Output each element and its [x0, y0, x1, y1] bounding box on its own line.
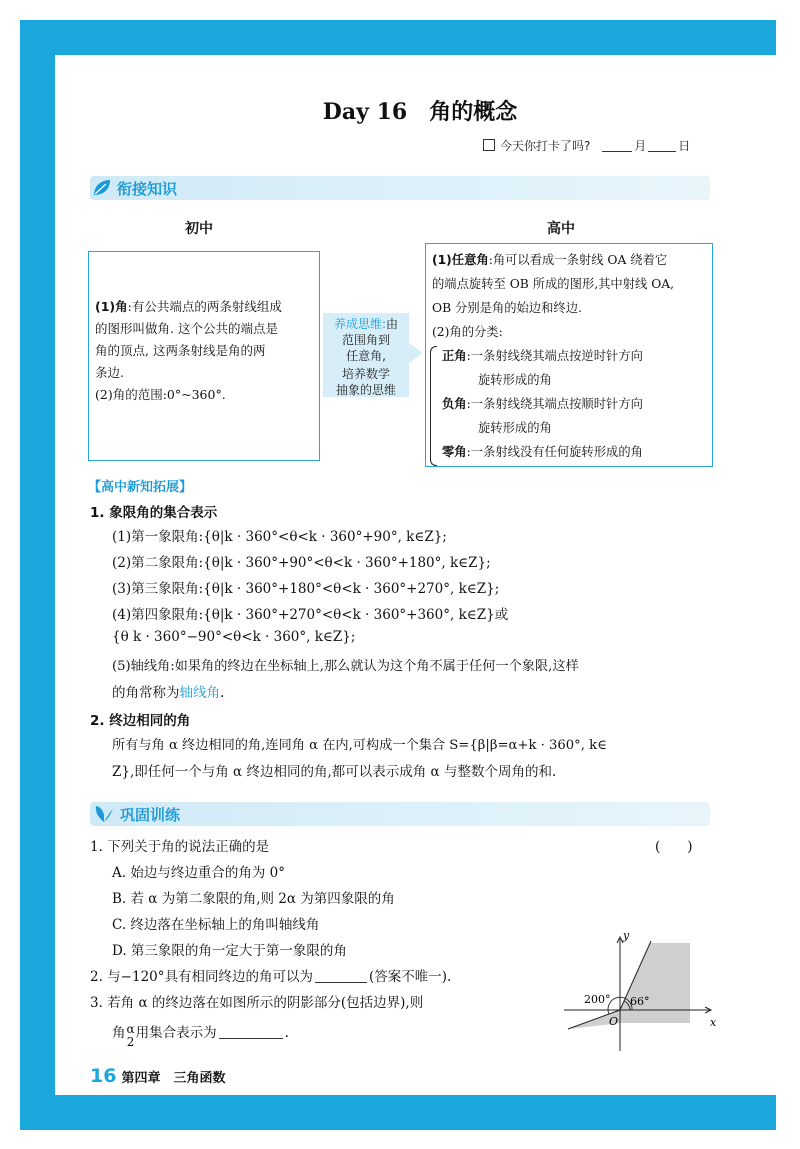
fraction-denominator: 2	[126, 1035, 135, 1049]
section-bar-practice	[90, 802, 710, 826]
zero-angle-term: 零角	[442, 445, 467, 459]
senior-concept-box	[425, 243, 713, 467]
origin-label: O	[609, 1015, 619, 1028]
option-c: C. 终边落在坐标轴上的角叫轴线角	[112, 917, 320, 933]
zero-angle-text: :一条射线没有任何旋转形成的角	[466, 445, 643, 459]
positive-angle-line	[442, 344, 706, 368]
question-3-blank[interactable]	[219, 1026, 283, 1039]
question-3-post: 用集合表示为	[135, 1025, 217, 1041]
option-b: B. 若 α 为第二象限的角,则 2α 为第四象限的角	[112, 891, 395, 907]
junior-line-3: 角的顶点, 这两条射线是角的两	[95, 343, 266, 358]
page-number: 16	[90, 1065, 117, 1087]
quadrant-line-3: (3)第三象限角:{θ|k · 360°+180°<θ<k · 360°+270°, k∈Z};	[112, 581, 500, 597]
question-3-end: .	[284, 1025, 289, 1041]
junior-concept-box	[88, 251, 320, 461]
thinking-line-3: 任意角,	[346, 349, 386, 363]
question-1: 1. 下列关于角的说法正确的是	[90, 839, 270, 855]
axis-angle-pre: 的角常称为	[112, 685, 180, 701]
junior-line-1	[95, 296, 313, 318]
coterminal-line-2: Z},即任何一个与角 α 终边相同的角,都可以表示成角 α 与整数个周角的和.	[112, 764, 557, 780]
extension-tag: 【高中新知拓展】	[88, 480, 193, 495]
angle-200-label: 200°	[584, 993, 611, 1006]
section-label-bridge: 衔接知识	[117, 180, 178, 198]
bottom-frame-bar	[20, 1095, 776, 1130]
section-label-practice: 巩固训练	[120, 806, 181, 824]
senior-line-1	[432, 248, 706, 272]
zero-angle-line	[442, 440, 706, 464]
month-label: 月	[634, 139, 647, 153]
question-3: 3. 若角 α 的终边落在如图所示的阴影部分(包括边界),则	[90, 995, 424, 1011]
thinking-l1: 由	[386, 317, 399, 331]
left-frame-bar	[20, 20, 55, 1130]
fraction-numerator: α	[126, 1022, 135, 1036]
any-angle-term: (1)任意角	[432, 253, 489, 267]
day-blank[interactable]	[648, 141, 676, 152]
positive-angle-term: 正角	[442, 349, 467, 363]
leaf-icon	[92, 179, 112, 197]
question-2	[90, 965, 451, 985]
negative-angle-text: :一条射线绕其端点按顺时针方向	[466, 397, 643, 411]
top-frame-bar	[20, 20, 776, 55]
axis-angle-line-2	[112, 681, 224, 701]
thinking-line-4: 培养数学	[341, 367, 390, 381]
thinking-arrow-box	[323, 313, 409, 397]
senior-line-1-text: :角可以看成一条射线 OA 绕着它	[488, 253, 668, 267]
negative-angle-line	[442, 392, 706, 416]
junior-line-4: 条边.	[95, 365, 124, 380]
senior-line-3: OB 分别是角的始边和终边.	[432, 301, 582, 315]
question-3-line-2	[112, 1021, 289, 1051]
classification-brace	[430, 346, 437, 466]
coterminal-heading: 2. 终边相同的角	[90, 713, 191, 729]
thinking-line-2: 范围角到	[341, 333, 390, 347]
quadrant-line-4b: {θ k · 360°−90°<θ<k · 360°, k∈Z};	[112, 629, 356, 645]
page	[55, 55, 776, 1095]
negative-angle-term: 负角	[442, 397, 467, 411]
thinking-line-1	[323, 316, 409, 332]
axis-angle-term: 轴线角	[179, 685, 220, 701]
senior-line-4: (2)角的分类:	[432, 325, 503, 339]
question-3-pre: 角	[112, 1025, 126, 1041]
angle-figure	[560, 933, 720, 1053]
quadrant-heading: 1. 象限角的集合表示	[90, 505, 218, 521]
x-label: x	[710, 1016, 717, 1029]
thinking-highlight: 养成思维:	[333, 317, 387, 331]
junior-line-5: (2)角的范围:0°~360°.	[95, 387, 226, 402]
angle-66-label: 66°	[630, 995, 650, 1008]
shaded-region	[568, 943, 690, 1029]
section-bar-bridge	[90, 176, 710, 200]
question-2-blank[interactable]	[315, 970, 367, 983]
question-1-answer-paren[interactable]: ( )	[655, 839, 693, 855]
col-head-junior: 初中	[185, 221, 213, 237]
question-2-text: 2. 与−120°具有相同终边的角可以为	[90, 969, 314, 985]
question-2-note: (答案不唯一).	[369, 969, 452, 985]
y-label: y	[623, 933, 630, 942]
thinking-line-5: 抽象的思维	[335, 383, 396, 397]
positive-angle-text: :一条射线绕其端点按逆时针方向	[466, 349, 643, 363]
classification-group	[432, 344, 706, 464]
day-label: 日	[678, 139, 691, 153]
footer	[90, 1065, 226, 1087]
angle-term: (1)角	[95, 299, 128, 314]
checkin-checkbox[interactable]	[483, 139, 495, 151]
chapter-title: 第四章 三角函数	[121, 1071, 226, 1086]
alpha-half-fraction	[127, 1023, 135, 1049]
axis-angle-post: .	[220, 685, 225, 701]
junior-line-2: 的图形叫做角. 这个公共的端点是	[95, 321, 278, 336]
checkin-line	[483, 137, 690, 154]
axis-angle-line-1: (5)轴线角:如果角的终边在坐标轴上,那么就认为这个角不属于任何一个象限,这样	[112, 659, 579, 674]
col-head-senior: 高中	[547, 221, 575, 237]
butterfly-icon	[93, 803, 115, 825]
senior-line-2: 的端点旋转至 OB 所成的图形,其中射线 OA,	[432, 277, 675, 291]
positive-angle-line-2: 旋转形成的角	[478, 373, 552, 387]
negative-angle-line-2: 旋转形成的角	[478, 421, 552, 435]
option-a: A. 始边与终边重合的角为 0°	[112, 865, 285, 881]
quadrant-line-2: (2)第二象限角:{θ|k · 360°+90°<θ<k · 360°+180°, k∈Z};	[112, 555, 491, 571]
arrow-right-icon	[409, 343, 423, 363]
page-title: Day 16 角的概念	[322, 99, 518, 125]
month-blank[interactable]	[602, 141, 632, 152]
coterminal-line-1: 所有与角 α 终边相同的角,连同角 α 在内,可构成一个集合 S={β|β=α+k · 360°, k∈	[112, 738, 607, 753]
option-d: D. 第三象限的角一定大于第一象限的角	[112, 943, 347, 959]
checkin-text: 今天你打卡了吗?	[500, 139, 591, 153]
quadrant-line-1: (1)第一象限角:{θ|k · 360°<θ<k · 360°+90°, k∈Z};	[112, 529, 447, 545]
quadrant-line-4: (4)第四象限角:{θ|k · 360°+270°<θ<k · 360°+360°, k∈Z}或	[112, 607, 509, 623]
junior-line-1-text: :有公共端点的两条射线组成	[127, 299, 282, 314]
